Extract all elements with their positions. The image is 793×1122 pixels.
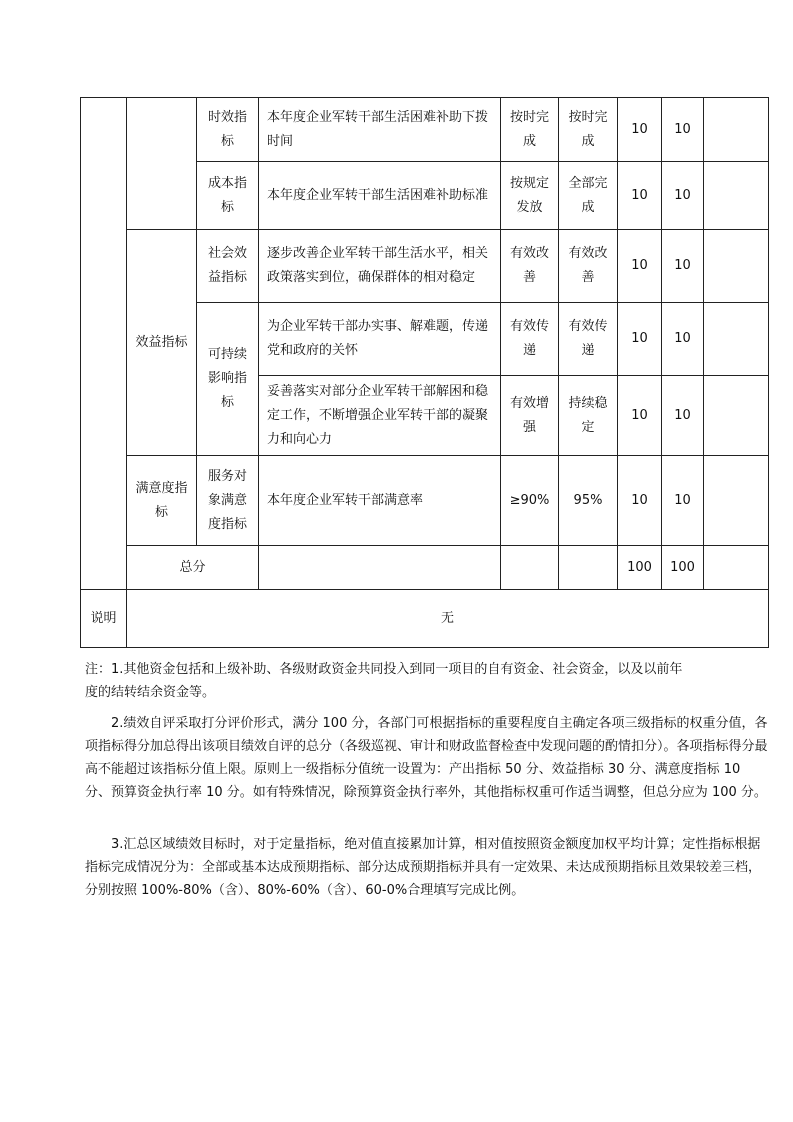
indicator-content: 本年度企业军转干部生活困难补助标准 xyxy=(259,162,501,230)
score-value: 10 xyxy=(662,230,704,303)
weight-value: 10 xyxy=(618,230,662,303)
note-1-line-2: 度的结转结余资金等。 xyxy=(85,685,216,700)
total-row xyxy=(81,546,769,590)
level2-cell: 满意度指标 xyxy=(127,456,197,546)
weight-value: 10 xyxy=(618,98,662,162)
level3-cell: 时效指标 xyxy=(197,98,259,162)
score-value: 10 xyxy=(662,162,704,230)
note-3: 3.汇总区域绩效目标时，对于定量指标，绝对值直接累加计算，相对值按照资金额度加权平均计算；定性指标根据指标完成情况分为：全部或基本达成预期指标、部分达成预期指标并具有一定效果、未达成预期指标且效果较差三档，分别按照 100%-80%（含）、80%-60%（含）、60-0%合理填写完成比例。 xyxy=(85,837,762,898)
table-row xyxy=(81,230,769,303)
target-value: ≥90% xyxy=(501,456,559,546)
indicator-content: 妥善落实对部分企业军转干部解困和稳定工作，不断增强企业军转干部的凝聚力和向心力 xyxy=(259,376,501,456)
indicator-content: 为企业军转干部办实事、解难题，传递党和政府的关怀 xyxy=(259,303,501,376)
remark-value: 无 xyxy=(127,590,769,648)
target-value: 有效增强 xyxy=(501,376,559,456)
remark-label: 说明 xyxy=(81,590,127,648)
empty-cell xyxy=(559,546,618,590)
indicator-content: 本年度企业军转干部满意率 xyxy=(259,456,501,546)
level2-cell: 效益指标 xyxy=(127,230,197,456)
actual-value: 有效传递 xyxy=(559,303,618,376)
note-1-line-1: 注：1.其他资金包括和上级补助、各级财政资金共同投入到同一项目的自有资金、社会资金，以及以前年 xyxy=(85,662,683,677)
remark-cell xyxy=(704,456,769,546)
actual-value: 按时完成 xyxy=(559,98,618,162)
target-value: 按规定发放 xyxy=(501,162,559,230)
total-score: 100 xyxy=(662,546,704,590)
score-value: 10 xyxy=(662,456,704,546)
weight-value: 10 xyxy=(618,456,662,546)
actual-value: 95% xyxy=(559,456,618,546)
score-value: 10 xyxy=(662,303,704,376)
score-value: 10 xyxy=(662,98,704,162)
actual-value: 持续稳定 xyxy=(559,376,618,456)
remark-cell xyxy=(704,303,769,376)
target-value: 按时完成 xyxy=(501,98,559,162)
level3-cell: 社会效益指标 xyxy=(197,230,259,303)
level3-cell: 服务对象满意度指标 xyxy=(197,456,259,546)
table-row xyxy=(81,456,769,546)
weight-value: 10 xyxy=(618,303,662,376)
note-2: 2.绩效自评采取打分评价形式，满分 100 分，各部门可根据指标的重要程度自主确定各项三级指标的权重分值，各项指标得分加总得出该项目绩效自评的总分（各级巡视、审计和财政监督检查中发现问题的酌情扣分）。各项指标得分最高不能超过该指标分值上限。原则上一级指标分值统一设置为：产出指标 50 分、效益指标 30 分、满意度指标 10 分、预算资金执行率 10 分。如有特殊情况，除预算资金执行率外，其他指标权重可作适当调整，但总分应为 100 分。 xyxy=(85,716,768,800)
actual-value: 有效改善 xyxy=(559,230,618,303)
table-row xyxy=(81,98,769,162)
remark-cell xyxy=(704,376,769,456)
empty-cell xyxy=(259,546,501,590)
weight-value: 10 xyxy=(618,162,662,230)
performance-table xyxy=(80,97,769,648)
target-value: 有效传递 xyxy=(501,303,559,376)
weight-value: 10 xyxy=(618,376,662,456)
level1-cell xyxy=(81,98,127,590)
actual-value: 全部完成 xyxy=(559,162,618,230)
level3-cell: 成本指标 xyxy=(197,162,259,230)
total-label: 总分 xyxy=(127,546,259,590)
total-weight: 100 xyxy=(618,546,662,590)
target-value: 有效改善 xyxy=(501,230,559,303)
remark-cell xyxy=(704,162,769,230)
remark-row xyxy=(81,590,769,648)
score-value: 10 xyxy=(662,376,704,456)
indicator-content: 本年度企业军转干部生活困难补助下拨时间 xyxy=(259,98,501,162)
empty-cell xyxy=(501,546,559,590)
level3-cell: 可持续影响指标 xyxy=(197,303,259,456)
indicator-content: 逐步改善企业军转干部生活水平，相关政策落实到位，确保群体的相对稳定 xyxy=(259,230,501,303)
remark-cell xyxy=(704,98,769,162)
level2-cell xyxy=(127,98,197,230)
remark-cell xyxy=(704,230,769,303)
remark-cell xyxy=(704,546,769,590)
